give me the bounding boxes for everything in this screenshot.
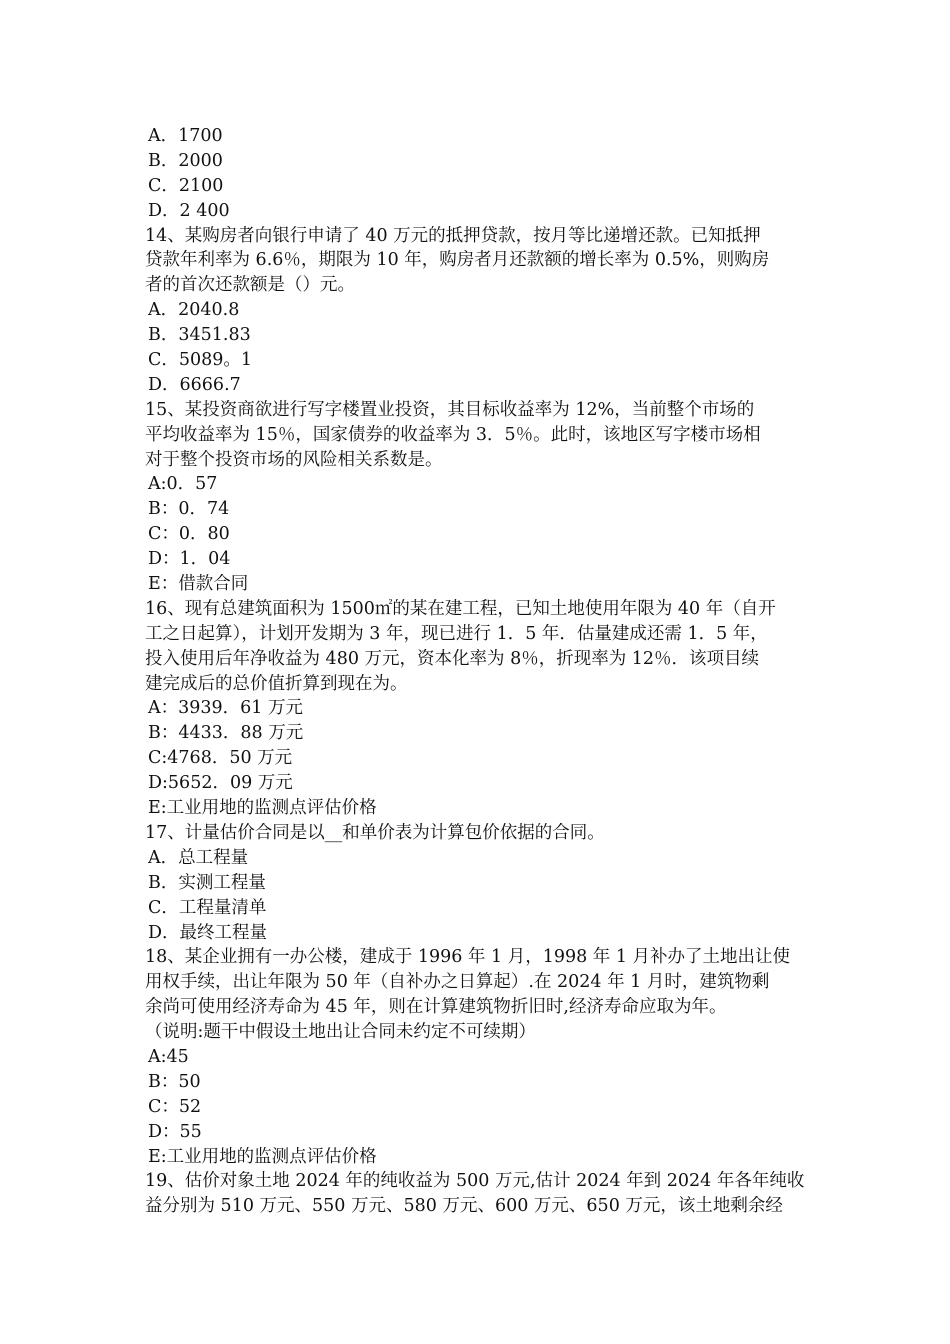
- question-text-line: 17、计量估价合同是以__和单价表为计算包价依据的合同。: [145, 822, 605, 843]
- answer-option: D：55: [148, 1121, 202, 1142]
- answer-option: B：0．74: [148, 499, 230, 520]
- question-text-line: 建完成后的总价值折算到现在为。: [145, 673, 408, 694]
- question-text-line: 19、估价对象土地 2024 年的纯收益为 500 万元,估计 2024 年到 2024 年各年纯收: [145, 1171, 805, 1192]
- answer-option: A：3939．61 万元: [148, 698, 304, 719]
- answer-option: B：4433．88 万元: [148, 723, 304, 744]
- answer-option: B．3451.83: [148, 325, 251, 346]
- question-text-line: 对于整个投资市场的风险相关系数是。: [145, 449, 443, 470]
- question-text-line: 益分别为 510 万元、550 万元、580 万元、600 万元、650 万元，该土地剩余经: [145, 1196, 783, 1217]
- answer-option: B：50: [148, 1071, 201, 1092]
- question-text-line: 14、某购房者向银行申请了 40 万元的抵押贷款，按月等比递增还款。已知抵押: [145, 225, 761, 246]
- answer-option: C：0．80: [148, 524, 230, 545]
- question-text-line: 18、某企业拥有一办公楼，建成于 1996 年 1 月，1998 年 1 月补办了土地出让使: [145, 947, 791, 968]
- question-text-line: 者的首次还款额是（）元。: [145, 275, 355, 296]
- answer-option: E:工业用地的监测点评估价格: [148, 1146, 377, 1167]
- answer-option: D:5652．09 万元: [148, 773, 293, 794]
- document-page: [145, 124, 810, 1219]
- question-text-line: 16、现有总建筑面积为 1500㎡的某在建工程，已知土地使用年限为 40 年（自开: [145, 598, 776, 619]
- question-text-line: 投入使用后年净收益为 480 万元，资本化率为 8％，折现率为 12％．该项目续: [145, 648, 760, 669]
- answer-option: D．最终工程量: [148, 922, 268, 943]
- question-text-line: （说明:题干中假设土地出让合同未约定不可续期）: [145, 1022, 536, 1043]
- question-text-line: 15、某投资商欲进行写字楼置业投资，其目标收益率为 12%，当前整个市场的: [145, 399, 755, 420]
- answer-option: A．总工程量: [148, 847, 249, 868]
- answer-option: C:4768．50 万元: [148, 748, 293, 769]
- answer-option: D．6666.7: [148, 374, 241, 395]
- question-text-line: 余尚可使用经济寿命为 45 年，则在计算建筑物折旧时,经济寿命应取为年。: [145, 997, 727, 1018]
- question-text-line: 贷款年利率为 6.6％，期限为 10 年，购房者月还款额的增长率为 0.5%，则购房: [145, 250, 770, 271]
- answer-option: A．2040.8: [148, 300, 240, 321]
- answer-option: D．2 400: [148, 200, 230, 221]
- answer-option: B．2000: [148, 150, 223, 171]
- answer-option: C：52: [148, 1096, 202, 1117]
- answer-option: C．2100: [148, 175, 224, 196]
- answer-option: E:工业用地的监测点评估价格: [148, 798, 377, 819]
- answer-option: A:0．57: [148, 474, 218, 495]
- answer-option: D：1．04: [148, 549, 231, 570]
- answer-option: B．实测工程量: [148, 872, 266, 893]
- question-text-line: 用权手续，出让年限为 50 年（自补办之日算起）.在 2024 年 1 月时，建筑物剩: [145, 972, 770, 993]
- answer-option: C．工程量清单: [148, 897, 267, 918]
- question-text-line: 平均收益率为 15％，国家债券的收益率为 3．5％。此时，该地区写字楼市场相: [145, 424, 761, 445]
- answer-option: E：借款合同: [148, 574, 249, 595]
- answer-option: A．1700: [148, 126, 223, 146]
- answer-option: A:45: [148, 1046, 189, 1067]
- question-text-line: 工之日起算），计划开发期为 3 年，现已进行 1．5 年．估量建成还需 1．5 年，: [145, 623, 768, 644]
- answer-option: C．5089。1: [148, 350, 253, 371]
